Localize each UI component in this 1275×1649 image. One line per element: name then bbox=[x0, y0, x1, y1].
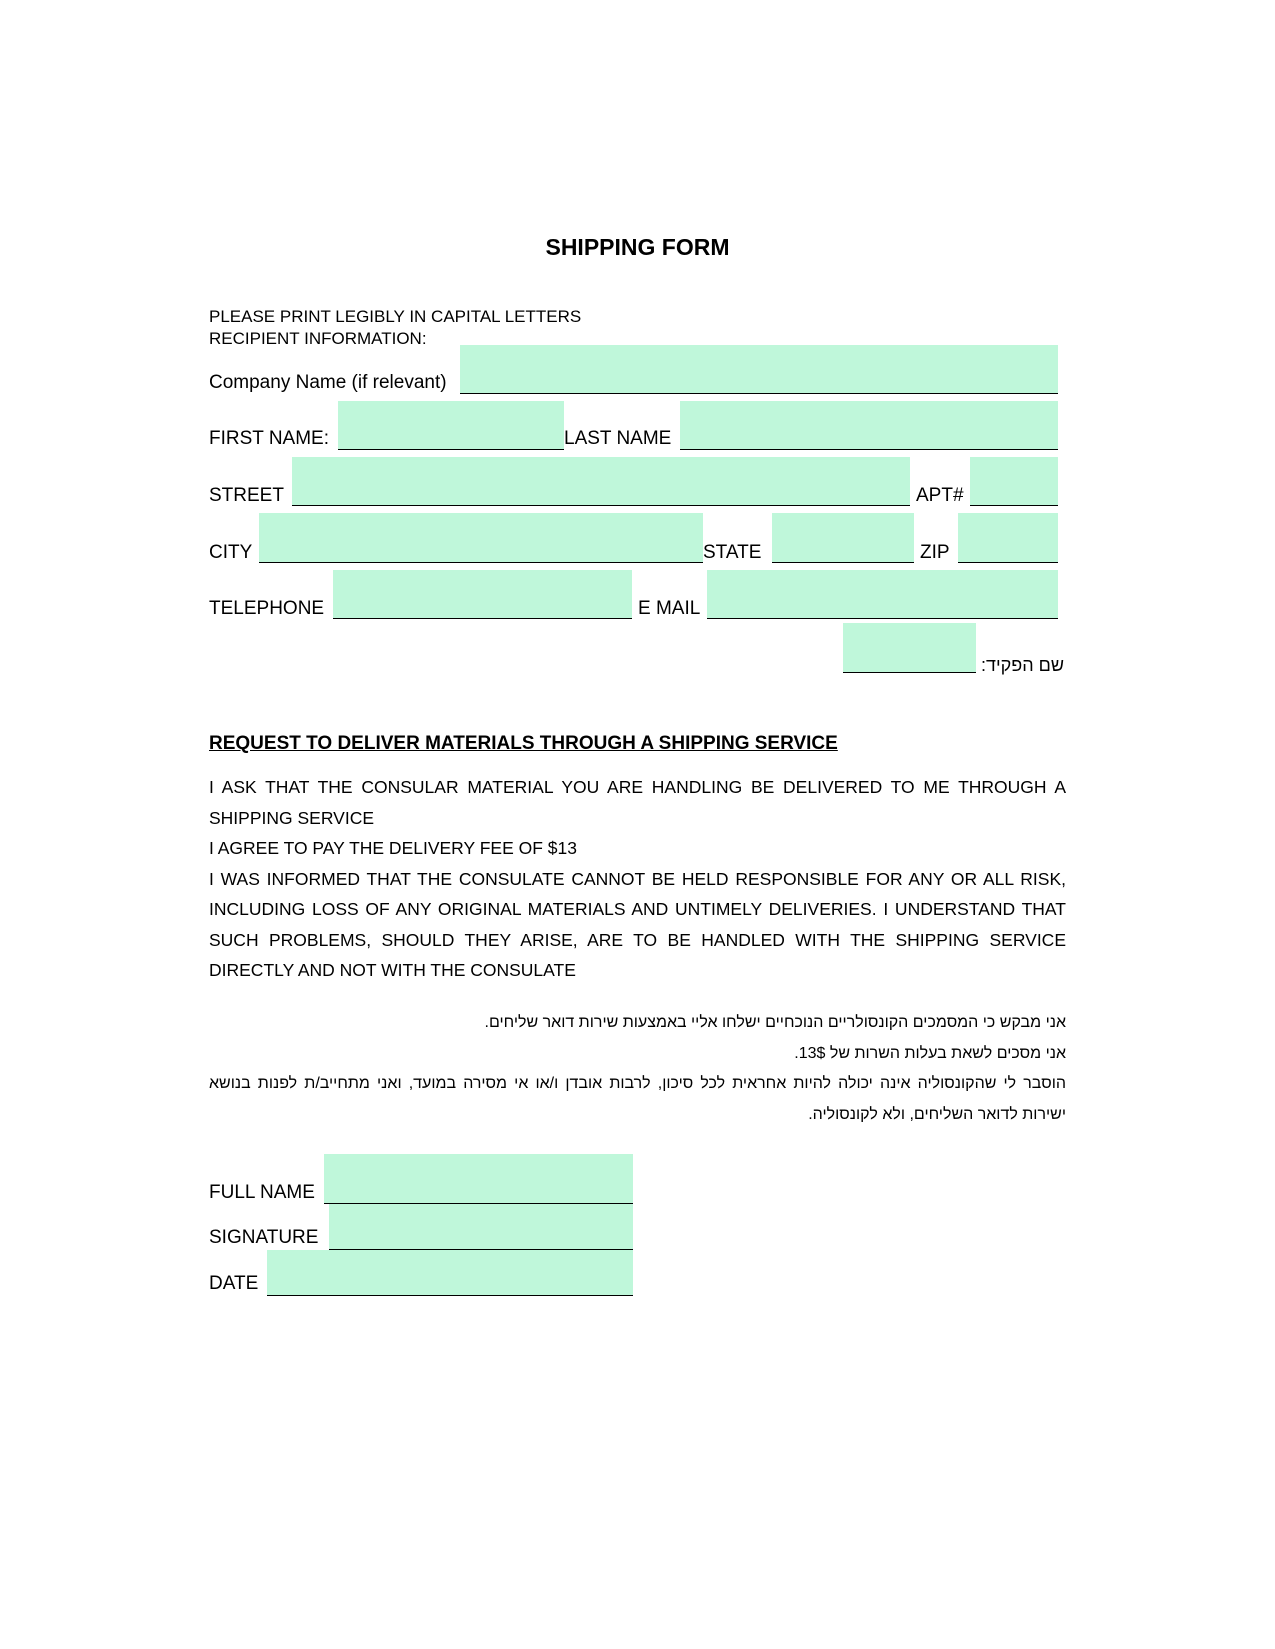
first-name-label: FIRST NAME: bbox=[209, 428, 329, 449]
clerk-name-label: שם הפקיד: bbox=[981, 655, 1065, 675]
hebrew-paragraph-2: אני מסכים לשאת בעלות השרות של 13$. bbox=[794, 1044, 1066, 1062]
request-heading: REQUEST TO DELIVER MATERIALS THROUGH A SHIPPING SERVICE bbox=[209, 733, 838, 754]
request-paragraph-1: I ASK THAT THE CONSULAR MATERIAL YOU ARE HANDLING BE DELIVERED TO ME THROUGH A SHIPPING SERVICE bbox=[209, 777, 1066, 828]
recipient-information-label: RECIPIENT INFORMATION: bbox=[209, 329, 427, 348]
last-name-field[interactable] bbox=[680, 401, 1058, 450]
instruction-print-legibly: PLEASE PRINT LEGIBLY IN CAPITAL LETTERS bbox=[209, 307, 582, 326]
hebrew-paragraph-3: הוסבר לי שהקונסוליה אינה יכולה להיות אחראית לכל סיכון, לרבות אובדן ו/או אי מסירה במועד, ואני מתחייב/ת לפנות בנושא ישירות לדואר השליחים, ולא לקונסוליה. bbox=[209, 1075, 1066, 1123]
full-name-field[interactable] bbox=[324, 1154, 633, 1204]
first-name-field[interactable] bbox=[338, 401, 564, 450]
signature-field[interactable] bbox=[329, 1204, 633, 1250]
request-paragraph-3: I WAS INFORMED THAT THE CONSULATE CANNOT BE HELD RESPONSIBLE FOR ANY OR ALL RISK, INCLUDING LOSS OF ANY ORIGINAL MATERIALS AND UNTIMELY DELIVERIES. I UNDERSTAND THAT SUCH PROBLEMS, SHOULD THEY ARISE, ARE TO BE HANDLED WITH THE SHIPPING SERVICE DIRECTLY AND NOT WITH THE CONSULATE bbox=[209, 868, 1066, 980]
signature-label: SIGNATURE bbox=[209, 1227, 319, 1248]
state-label: STATE bbox=[703, 542, 762, 563]
date-label: DATE bbox=[209, 1273, 259, 1294]
request-english-text bbox=[209, 772, 1066, 986]
city-label: CITY bbox=[209, 542, 253, 563]
email-field[interactable] bbox=[707, 570, 1058, 619]
state-field[interactable] bbox=[772, 513, 914, 563]
last-name-label: LAST NAME bbox=[564, 428, 672, 449]
telephone-label: TELEPHONE bbox=[209, 598, 325, 619]
clerk-name-field[interactable] bbox=[843, 623, 976, 673]
company-name-label: Company Name (if relevant) bbox=[209, 372, 447, 393]
full-name-label: FULL NAME bbox=[209, 1182, 315, 1203]
request-hebrew-text bbox=[209, 1008, 1066, 1130]
hebrew-paragraph-1: אני מבקש כי המסמכים הקונסולריים הנוכחיים ישלחו אליי באמצעות שירות דואר שליחים. bbox=[484, 1014, 1066, 1031]
street-field[interactable] bbox=[292, 457, 910, 506]
telephone-field[interactable] bbox=[333, 570, 632, 619]
street-label: STREET bbox=[209, 485, 284, 506]
zip-field[interactable] bbox=[958, 513, 1058, 563]
zip-label: ZIP bbox=[920, 542, 950, 563]
email-label: E MAIL bbox=[638, 598, 701, 619]
page-title: SHIPPING FORM bbox=[545, 234, 730, 260]
date-field[interactable] bbox=[267, 1250, 633, 1296]
request-paragraph-2: I AGREE TO PAY THE DELIVERY FEE OF $13 bbox=[209, 838, 577, 858]
apt-field[interactable] bbox=[970, 457, 1058, 506]
apt-label: APT# bbox=[916, 485, 964, 506]
city-field[interactable] bbox=[259, 513, 703, 563]
company-name-field[interactable] bbox=[460, 345, 1058, 394]
